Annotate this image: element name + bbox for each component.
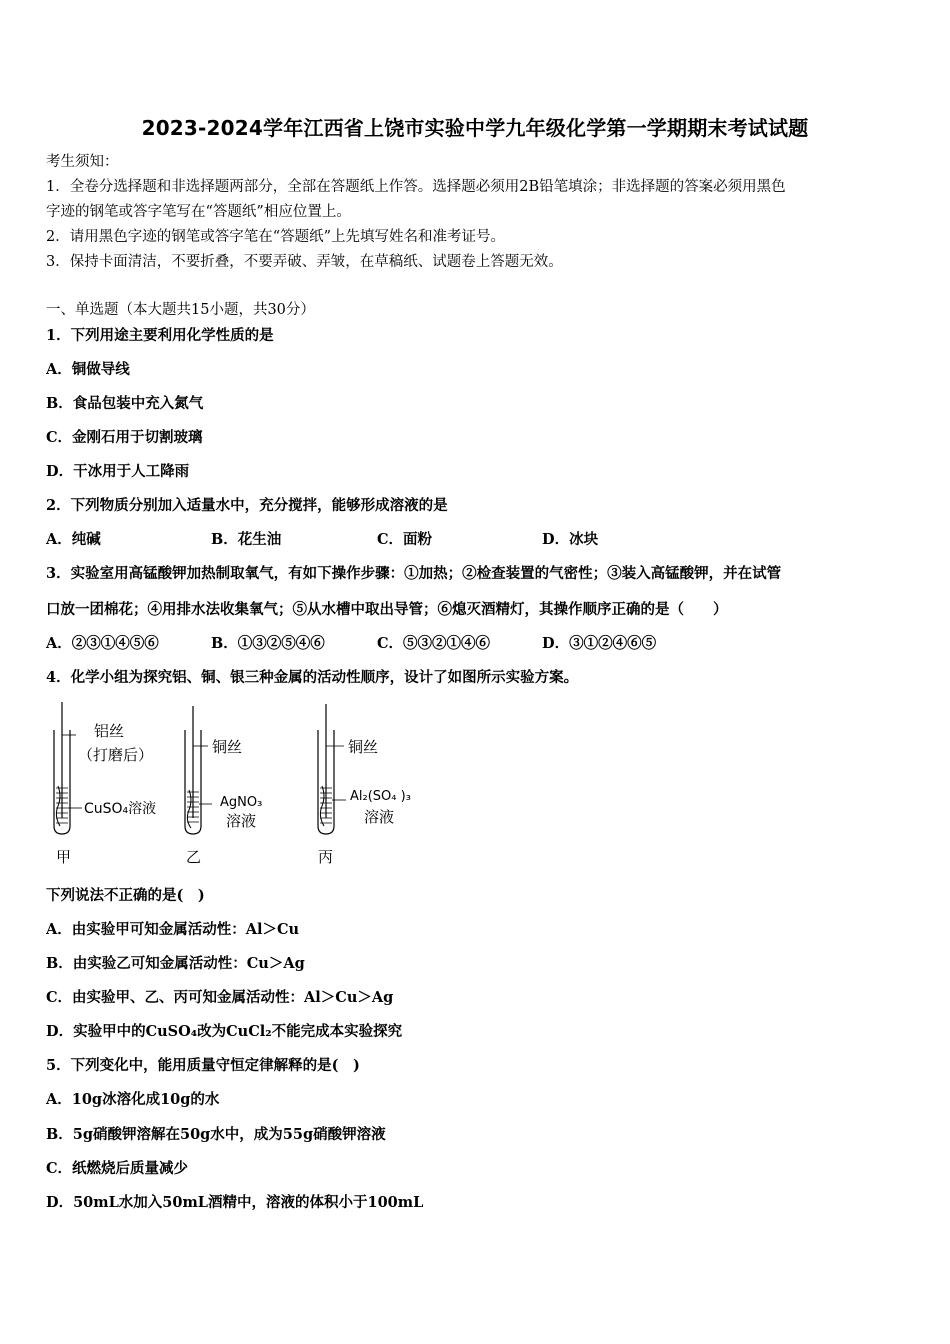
question-3-option-d: D．③①②④⑥⑤ [542, 635, 657, 652]
tube2-solution-label-1: AgNO₃ [220, 795, 263, 810]
question-1-stem: 1．下列用途主要利用化学性质的是 [46, 327, 274, 344]
tube1-note-label: （打磨后） [78, 746, 154, 764]
tube1-solution-label: CuSO₄溶液 [84, 801, 157, 817]
tube3-caption: 丙 [318, 848, 334, 866]
notice-item: 1．全卷分选择题和非选择题两部分，全部在答题纸上作答。选择题必须用2B铅笔填涂；非选择题的答案必须用黑色 [46, 179, 786, 195]
question-2-option-b: B．花生油 [211, 531, 282, 548]
question-3-option-c: C．⑤③②①④⑥ [377, 635, 491, 652]
question-2-option-a: A．纯碱 [46, 531, 101, 548]
question-4-option-a: A．由实验甲可知金属活动性：Al＞Cu [46, 921, 300, 938]
question-2-stem: 2．下列物质分别加入适量水中，充分搅拌，能够形成溶液的是 [46, 497, 448, 514]
test-tube-yi [185, 706, 212, 834]
tube2-caption: 乙 [186, 848, 202, 866]
question-2-option-c: C．面粉 [377, 531, 433, 548]
question-4-prompt: 下列说法不正确的是( ) [46, 887, 205, 904]
tube3-solution-label-2: 溶液 [364, 808, 395, 826]
question-1-option-d: D．干冰用于人工降雨 [46, 463, 190, 480]
notice-heading: 考生须知： [46, 154, 119, 170]
question-4-stem: 4．化学小组为探究铝、铜、银三种金属的活动性顺序，设计了如图所示实验方案。 [46, 669, 579, 686]
question-5-option-a: A．10g冰溶化成10g的水 [46, 1091, 220, 1108]
notice-item: 3．保持卡面清洁，不要折叠，不要弄破、弄皱，在草稿纸、试题卷上答题无效。 [46, 254, 563, 270]
tube1-caption: 甲 [56, 848, 72, 866]
notice-item: 字迹的钢笔或答字笔写在“答题纸”相应位置上。 [46, 204, 351, 220]
question-4-option-c: C．由实验甲、乙、丙可知金属活动性：Al＞Cu＞Ag [46, 989, 394, 1006]
tube3-wire-label: 铜丝 [348, 738, 379, 756]
test-tube-jia [54, 702, 82, 834]
question-1-option-c: C．金刚石用于切割玻璃 [46, 429, 203, 446]
tube3-solution-label-1: Al₂(SO₄ )₃ [350, 789, 411, 804]
question-5-stem: 5．下列变化中，能用质量守恒定律解释的是( ) [46, 1057, 360, 1074]
question-5-option-c: C．纸燃烧后质量减少 [46, 1160, 189, 1177]
question-5-option-d: D．50mL水加入50mL酒精中，溶液的体积小于100mL [46, 1194, 424, 1211]
section-heading: 一、单选题（本大题共15小题，共30分） [46, 302, 315, 318]
tube2-wire-label: 铜丝 [212, 738, 243, 756]
page-title: 2023-2024学年江西省上饶市实验中学九年级化学第一学期期末考试试题 [141, 116, 809, 140]
experiment-figure [46, 700, 446, 870]
question-3-stem-line1: 3．实验室用高锰酸钾加热制取氧气，有如下操作步骤：①加热；②检查装置的气密性；③装入高锰酸钾，并在试管 [46, 565, 782, 582]
test-tube-bing [318, 704, 346, 834]
question-3-option-b: B．①③②⑤④⑥ [211, 635, 325, 652]
question-3-option-a: A．②③①④⑤⑥ [46, 635, 159, 652]
question-3-stem-line2: 口放一团棉花；④用排水法收集氧气；⑤从水槽中取出导管；⑥熄灭酒精灯，其操作顺序正确的是（ ） [46, 601, 728, 618]
tube2-solution-label-2: 溶液 [226, 812, 257, 830]
question-5-option-b: B．5g硝酸钾溶解在50g水中，成为55g硝酸钾溶液 [46, 1126, 386, 1143]
question-4-option-d: D．实验甲中的CuSO₄改为CuCl₂不能完成本实验探究 [46, 1023, 403, 1040]
question-1-option-b: B．食品包装中充入氮气 [46, 395, 204, 412]
question-2-option-d: D．冰块 [542, 531, 599, 548]
notice-item: 2．请用黑色字迹的钢笔或答字笔在“答题纸”上先填写姓名和准考证号。 [46, 229, 506, 245]
tube1-wire-label: 铝丝 [94, 722, 125, 740]
question-4-option-b: B．由实验乙可知金属活动性：Cu＞Ag [46, 955, 305, 972]
question-1-option-a: A．铜做导线 [46, 361, 130, 378]
